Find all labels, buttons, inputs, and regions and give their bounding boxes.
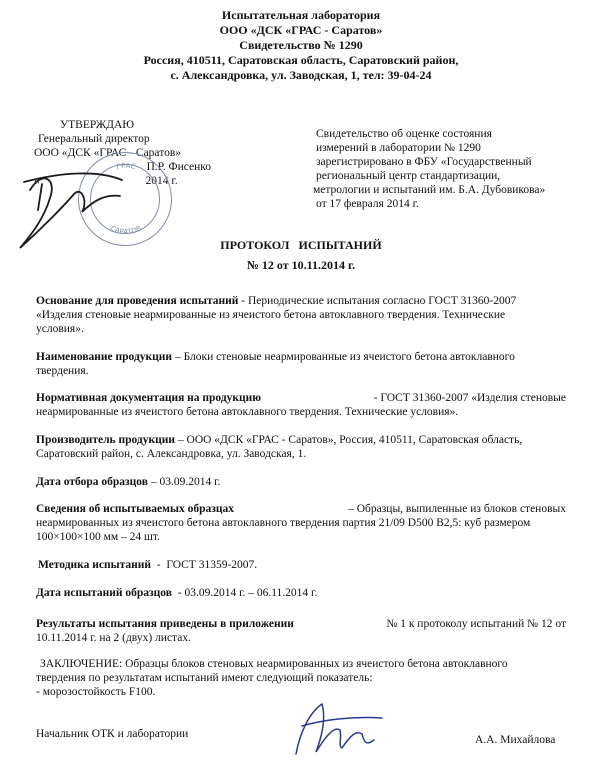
testdate-label: Дата испытаний образцов <box>36 587 172 599</box>
manufacturer-label: Производитель продукции <box>36 434 176 446</box>
conclusion-line-3: - морозостойкость F100. <box>36 686 156 698</box>
approve-label: УТВЕРЖДАЮ <box>60 119 135 131</box>
certificate-line-3: зарегистрировано в ФБУ «Государственный <box>316 156 532 168</box>
results-line-1: № 1 к протоколу испытаний № 12 от <box>386 618 566 630</box>
section-basis <box>36 294 566 336</box>
certificate-line-5: метрологии и испытаний им. Б.А. Дубовикова» <box>313 184 546 196</box>
section-manufacturer <box>36 433 566 461</box>
footer-position: Начальник ОТК и лаборатории <box>36 728 189 740</box>
basis-line-2: «Изделия стеновые неармированные из ячеистого бетона автоклавного твердения. Технические <box>36 309 506 321</box>
header-line-3: Свидетельство № 1290 <box>239 38 363 52</box>
approver-company: ООО «ДСК «ГРАС - Саратов» <box>34 147 182 159</box>
footer-name: А.А. Михайлова <box>475 734 556 746</box>
section-test-dates <box>36 586 566 600</box>
certificate-block <box>313 127 586 211</box>
approver-name: П.Р. Фисенко <box>146 161 211 173</box>
certificate-line-6: от 17 февраля 2014 г. <box>316 198 419 210</box>
basis-line-1: - Периодические испытания согласно ГОСТ 31360-2007 <box>238 295 517 307</box>
header-line-5: с. Александровка, ул. Заводская, 1, тел: 39-04-24 <box>170 68 432 82</box>
product-line-2: твердения. <box>36 365 89 377</box>
certificate-line-2: измерений в лаборатории № 1290 <box>316 142 481 154</box>
results-line-2: 10.11.2014 г. на 2 (двух) листах. <box>36 632 191 644</box>
seal-text-bottom: САРАТОВ <box>109 224 143 237</box>
method-label: Методика испытаний <box>38 559 151 571</box>
protocol-number: № 12 от 10.11.2014 г. <box>246 258 356 272</box>
conclusion-line-1: ЗАКЛЮЧЕНИЕ: Образцы блоков стеновых неармированных из ячеистого бетона автоклавного <box>40 658 508 670</box>
samples-label: Сведения об испытываемых образцах <box>36 503 234 515</box>
header-line-1: Испытательная лаборатория <box>221 8 381 22</box>
certificate-line-1: Свидетельство об оценке состояния <box>316 128 492 140</box>
certificate-line-4: региональный центр стандартизации, <box>316 170 501 182</box>
basis-label: Основание для проведения испытаний <box>36 295 239 307</box>
normdoc-line-2: неармированные из ячеистого бетона автоклавного твердения. Технические условия». <box>36 406 459 418</box>
method-value: - ГОСТ 31359-2007. <box>151 559 258 571</box>
manufacturer-line-2: Саратовский район, с. Александровка, ул. Заводская, 1. <box>36 448 307 460</box>
normdoc-label: Нормативная документация на продукцию <box>36 392 262 404</box>
testdate-value: - 03.09.2014 г. – 06.11.2014 г. <box>171 587 318 599</box>
section-samples <box>36 502 566 544</box>
product-label: Наименование продукции <box>36 351 173 363</box>
header-line-2: ООО «ДСК «ГРАС - Саратов» <box>219 23 383 37</box>
section-normdoc <box>36 391 566 419</box>
section-product <box>36 350 566 378</box>
basis-line-3: условия». <box>36 323 84 335</box>
normdoc-line-1: - ГОСТ 31360-2007 «Изделия стеновые <box>373 392 566 404</box>
section-sampling-date <box>36 475 566 489</box>
sampling-value: – 03.09.2014 г. <box>147 476 221 488</box>
protocol-title: ПРОТОКОЛ ИСПЫТАНИЙ <box>220 238 382 252</box>
samples-line-2: неармированных из ячеистого бетона автоклавного твердения партия 21/09 D500 B2,5: куб размером <box>36 517 531 529</box>
header-line-4: Россия, 410511, Саратовская область, Саратовский район, <box>143 53 459 67</box>
approval-date-open: « <box>34 175 40 187</box>
samples-line-1: – Образцы, выпиленные из блоков стеновых <box>348 503 566 515</box>
seal-text-top: ГРАС <box>115 161 137 172</box>
approver-position: Генеральный директор <box>38 133 150 145</box>
sampling-label: Дата отбора образцов <box>36 476 148 488</box>
manufacturer-line-1: – ООО «ДСК «ГРАС - Саратов», Россия, 410511, Саратовская область, <box>175 434 523 446</box>
lab-header <box>0 8 602 83</box>
approval-date-year: 2014 г. <box>145 175 178 187</box>
section-conclusion <box>36 657 566 699</box>
results-label: Результаты испытания приведены в приложении <box>36 618 294 630</box>
lab-head-signature <box>282 696 392 766</box>
samples-line-3: 100×100×100 мм – 24 шт. <box>36 531 160 543</box>
section-method <box>38 558 568 572</box>
conclusion-line-2: твердения по результатам испытаний имеют следующий показатель: <box>36 672 373 684</box>
product-line-1: – Блоки стеновые неармированные из ячеистого бетона автоклавного <box>172 351 515 363</box>
section-results <box>36 617 566 645</box>
